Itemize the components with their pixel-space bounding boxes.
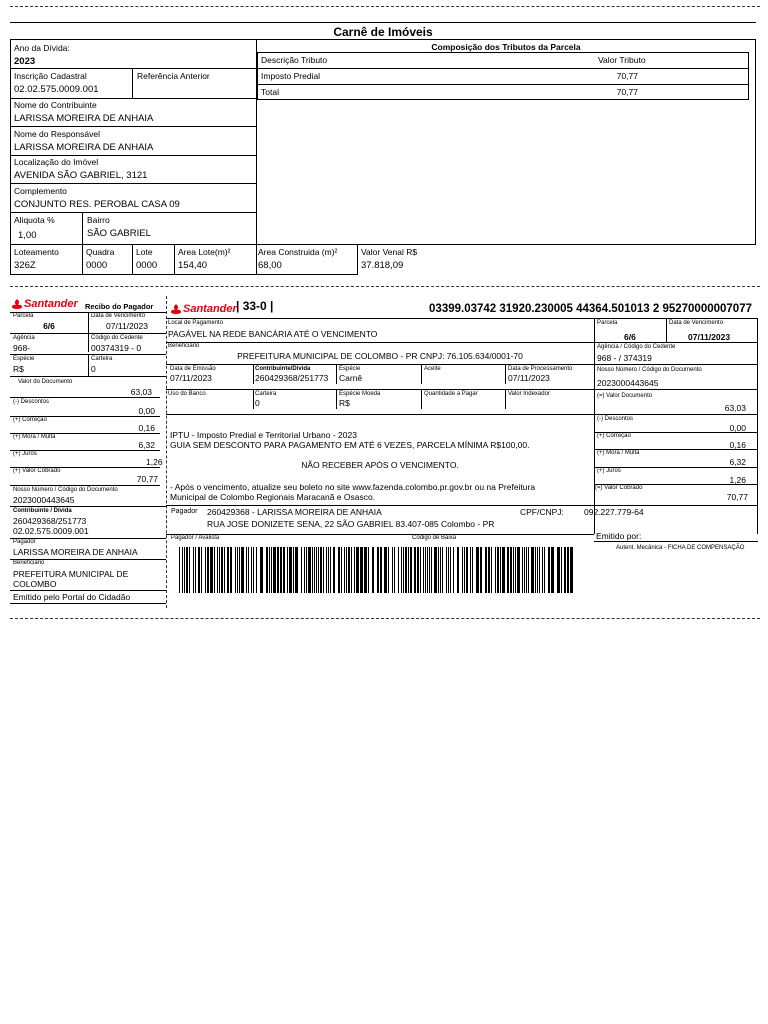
tributo-descricao: Imposto Predial xyxy=(261,71,321,81)
boleto-valor-doc-value: 63,03 xyxy=(724,403,746,413)
barcode-bar xyxy=(256,547,257,593)
inscricao-value: 02.02.575.0009.001 xyxy=(14,84,99,95)
barcode-bar xyxy=(348,547,350,593)
barcode-bar xyxy=(403,547,404,593)
barcode-bar xyxy=(524,547,525,593)
barcode-bar xyxy=(207,547,209,593)
recibo-especie-label: Espécie xyxy=(13,356,35,362)
barcode-bar xyxy=(248,547,249,593)
recibo-juros-value: 1,26 xyxy=(146,457,163,467)
recibo-contrib-value2: 02.02.575.0009.001 xyxy=(13,526,89,536)
linha-digitavel: 03399.03742 31920.230005 44364.501013 2 95270000007077 xyxy=(429,303,752,315)
barcode-bar xyxy=(405,547,407,593)
barcode-bar xyxy=(448,547,449,593)
especie-moeda-value: R$ xyxy=(339,398,350,408)
barcode-bar xyxy=(230,547,232,593)
recibo-contrib-label: Contribuinte / Dívida xyxy=(13,508,72,514)
barcode-bar xyxy=(453,547,454,593)
barcode-bar xyxy=(500,547,501,593)
barcode-bar xyxy=(457,547,459,593)
barcode-bar xyxy=(480,547,482,593)
barcode-bar xyxy=(328,547,329,593)
aliquota-value: 1,00 xyxy=(18,230,37,241)
barcode-bar xyxy=(189,547,190,593)
barcode-bar xyxy=(318,547,319,593)
instrucao-3: NÃO RECEBER APÓS O VENCIMENTO. xyxy=(301,460,459,470)
barcode-bar xyxy=(488,547,490,593)
barcode-bar xyxy=(446,547,447,593)
barcode-bar xyxy=(377,547,379,593)
instrucao-2: GUIA SEM DESCONTO PARA PAGAMENTO EM ATÉ 6 VEZES, PARCELA MÍNIMA R$100,00. xyxy=(170,440,530,450)
barcode-bar xyxy=(394,547,395,593)
contribuinte-value: LARISSA MOREIRA DE ANHAIA xyxy=(14,113,154,124)
santander-flame-icon xyxy=(12,299,22,309)
barcode-bar xyxy=(289,547,292,593)
boleto-cobrado-label: (=) Valor Cobrado xyxy=(595,485,643,491)
barcode-bar xyxy=(470,547,471,593)
boleto-descontos-label: (-) Descontos xyxy=(597,416,634,422)
recibo-cobrado-value: 70,77 xyxy=(136,474,158,484)
recibo-beneficiario-label: Beneficiário xyxy=(13,560,45,566)
aceite-label: Aceite xyxy=(424,366,441,372)
loteamento-value: 326Z xyxy=(14,260,36,271)
emitido-por: Emitido por: xyxy=(596,531,642,541)
complemento-label: Complemento xyxy=(14,186,67,196)
col-valor: Valor Tributo xyxy=(598,55,646,65)
area-lote-label: Area Lote(m)² xyxy=(178,247,231,257)
bank-name: Santander xyxy=(24,298,78,310)
barcode-bar xyxy=(388,547,389,593)
barcode-bar xyxy=(195,547,196,593)
boleto-bank-name: Santander xyxy=(183,303,237,315)
localizacao-value: AVENIDA SÃO GABRIEL, 3121 xyxy=(14,170,148,181)
processamento-label: Data de Processamento xyxy=(508,366,573,372)
loteamento-label: Loteamento xyxy=(14,247,59,257)
recibo-pagador-value: LARISSA MOREIRA DE ANHAIA xyxy=(13,547,138,557)
carne-section xyxy=(10,22,756,275)
boleto-agencia-value: 968 - / 374319 xyxy=(597,353,652,363)
barcode-bar xyxy=(450,547,451,593)
barcode-bar xyxy=(295,547,298,593)
recibo-carteira-label: Carteira xyxy=(91,356,113,362)
emissao-label: Data de Emissão xyxy=(170,366,216,372)
barcode-bar xyxy=(497,547,499,593)
barcode-bar xyxy=(320,547,322,593)
pagador-label: Pagador xyxy=(171,508,198,515)
recibo-juros-label: (+) Juros xyxy=(13,451,37,457)
recibo-contrib-value1: 260429368/251773 xyxy=(13,516,87,526)
barcode-bar xyxy=(354,547,355,593)
composicao-title: Composição dos Tributos da Parcela xyxy=(431,42,581,52)
barcode-bar xyxy=(561,547,562,593)
area-construida-label: Area Construida (m)² xyxy=(258,247,338,257)
pagador-line1: 260429368 - LARISSA MOREIRA DE ANHAIA xyxy=(207,507,382,517)
barcode-bar xyxy=(266,547,268,593)
recibo-nosso-value: 2023000443645 xyxy=(13,495,75,505)
especie-doc-value: Carnê xyxy=(339,373,363,383)
boleto-agencia-label: Agência / Código do Cedente xyxy=(597,344,676,350)
quantidade-label: Quantidade a Pagar xyxy=(424,391,478,397)
barcode-bar xyxy=(423,547,424,593)
bairro-value: SÃO GABRIEL xyxy=(87,228,151,239)
boleto-valor-doc-label: (=) Valor Documento xyxy=(597,393,653,399)
barcode-bar xyxy=(464,547,465,593)
quadra-value: 0000 xyxy=(86,260,108,271)
boleto-beneficiario-value: PREFEITURA MUNICIPAL DE COLOMBO - PR CNPJ: 76.105.634/0001-70 xyxy=(237,351,523,361)
instrucao-4: - Após o vencimento, atualize seu boleto no site www.fazenda.colombo.pr.gov.br ou na Prefeitura xyxy=(170,482,536,492)
barcode-bar xyxy=(410,547,412,593)
barcode-bar xyxy=(438,547,439,593)
barcode-bar xyxy=(535,547,536,593)
barcode-bar xyxy=(221,547,223,593)
boleto-beneficiario-label: Beneficiário xyxy=(168,343,200,349)
recibo-descontos-label: (-) Descontos xyxy=(13,399,50,405)
barcode-bar xyxy=(515,547,516,593)
barcode-bar xyxy=(260,547,263,593)
barcode-bar xyxy=(401,547,402,593)
recibo-cedente-value: 00374319 - 0 xyxy=(91,343,142,353)
barcode-bar xyxy=(380,547,382,593)
barcode-bar xyxy=(235,547,236,593)
barcode-bar xyxy=(246,547,247,593)
barcode-bar xyxy=(472,547,473,593)
recibo-nosso-label: Nosso Número / Código do Documento xyxy=(13,487,118,493)
boleto-parcela-label: Parcela xyxy=(597,320,618,326)
barcode-bar xyxy=(283,547,285,593)
barcode-bar xyxy=(513,547,514,593)
barcode-bar xyxy=(427,547,428,593)
barcode-bar xyxy=(304,547,305,593)
carne-title: Carnê de Imóveis xyxy=(333,25,433,39)
recibo-valor-doc-value: 63,03 xyxy=(130,387,152,397)
barcode-bar xyxy=(338,547,340,593)
barcode-bar xyxy=(184,547,185,593)
barcode-bar xyxy=(333,547,335,593)
barcode-bar xyxy=(217,547,218,593)
barcode-bar xyxy=(531,547,534,593)
barcode-bar xyxy=(564,547,566,593)
tributo-valor: 70,77 xyxy=(616,71,638,81)
especie-doc-label: Espécie xyxy=(339,366,361,372)
recibo-parcela-value: 6/6 xyxy=(43,321,55,331)
barcode-bar xyxy=(306,547,307,593)
barcode-bar xyxy=(182,547,183,593)
ano-value: 2023 xyxy=(14,56,36,67)
instrucao-5: Municipal de Colombo Regionais Maracanã e Osasco. xyxy=(170,492,376,502)
barcode-bar xyxy=(360,547,363,593)
barcode-bar xyxy=(193,547,194,593)
barcode-bar xyxy=(323,547,324,593)
barcode-bar xyxy=(522,547,523,593)
boleto-correcao-value: 0,16 xyxy=(729,440,746,450)
boleto-nosso-value: 2023000443645 xyxy=(597,378,659,388)
barcode-bar xyxy=(314,547,315,593)
cut-line-bottom xyxy=(10,618,760,619)
recibo-vencimento-label: Data de Vencimento xyxy=(91,313,146,319)
barcode-bar xyxy=(414,547,416,593)
recibo-parcela-label: Parcela xyxy=(13,313,34,319)
lote-value: 0000 xyxy=(136,260,158,271)
local-pagamento-value: PAGÁVEL NA REDE BANCÁRIA ATÉ O VENCIMENTO xyxy=(168,329,378,339)
barcode-bar xyxy=(408,547,409,593)
barcode-bar xyxy=(425,547,426,593)
recibo-correcao-label: (+) Correção xyxy=(13,417,47,423)
recibo-agencia-value: 968- xyxy=(13,343,31,353)
quadra-label: Quadra xyxy=(86,247,115,257)
responsavel-label: Nome do Responsável xyxy=(14,129,100,139)
barcode-bar xyxy=(517,547,520,593)
contribuinte-label: Nome do Contribuinte xyxy=(14,100,97,110)
col-descricao: Descrição Tributo xyxy=(261,55,328,65)
barcode-bar xyxy=(398,547,399,593)
boleto-santander-logo xyxy=(171,303,237,315)
barcode-bar xyxy=(528,547,529,593)
barcode-bar xyxy=(219,547,220,593)
barcode-bar xyxy=(440,547,441,593)
recibo-cedente-label: Código do Cedente xyxy=(91,335,143,341)
barcode-bar xyxy=(356,547,359,593)
boleto-descontos-value: 0,00 xyxy=(729,423,746,433)
bank-code: | 33-0 | xyxy=(236,299,274,313)
recibo-agencia-label: Agência xyxy=(13,335,35,341)
barcode xyxy=(179,547,574,593)
cut-line-top xyxy=(10,6,760,7)
boleto-parcela-value: 6/6 xyxy=(624,332,636,342)
barcode-bar xyxy=(384,547,387,593)
processamento-value: 07/11/2023 xyxy=(508,373,550,383)
barcode-bar xyxy=(364,547,367,593)
recibo-mora-label: (+) Mora / Multa xyxy=(13,434,56,440)
valor-indexador-label: Valor Indexador xyxy=(508,391,550,397)
boleto-section xyxy=(166,296,758,600)
tributos-table xyxy=(257,52,749,100)
barcode-bar xyxy=(502,547,505,593)
codigo-baixa-label: Código de Baixa xyxy=(412,535,457,541)
barcode-bar xyxy=(557,547,560,593)
barcode-bar xyxy=(251,547,252,593)
barcode-bar xyxy=(224,547,225,593)
barcode-bar xyxy=(466,547,468,593)
barcode-bar xyxy=(326,547,327,593)
barcode-bar xyxy=(201,547,202,593)
total-descricao: Total xyxy=(261,87,279,97)
barcode-bar xyxy=(417,547,419,593)
recibo-section xyxy=(10,296,166,608)
barcode-bar xyxy=(344,547,345,593)
boleto-cobrado-value: 70,77 xyxy=(726,492,748,502)
barcode-bar xyxy=(548,547,550,593)
area-construida-value: 68,00 xyxy=(258,260,282,271)
valor-venal-value: 37.818,09 xyxy=(361,260,404,271)
barcode-bar xyxy=(392,547,393,593)
barcode-bar xyxy=(429,547,430,593)
area-lote-value: 154,40 xyxy=(178,260,208,271)
boleto-vencimento-label: Data de Vencimento xyxy=(669,320,724,326)
barcode-bar xyxy=(301,547,302,593)
autenticacao: Autent. Mecânica - FICHA DE COMPENSAÇÃO xyxy=(616,545,745,551)
barcode-bar xyxy=(239,547,240,593)
barcode-bar xyxy=(431,547,432,593)
recibo-title: Recibo do Pagador xyxy=(85,302,154,311)
barcode-bar xyxy=(510,547,512,593)
boleto-carteira-label: Carteira xyxy=(255,391,277,397)
barcode-bar xyxy=(205,547,206,593)
barcode-bar xyxy=(271,547,272,593)
barcode-bar xyxy=(434,547,437,593)
barcode-bar xyxy=(227,547,229,593)
barcode-bar xyxy=(179,547,180,593)
total-valor: 70,77 xyxy=(616,87,638,97)
lote-label: Lote xyxy=(136,247,153,257)
boleto-carteira-value: 0 xyxy=(255,398,260,408)
barcode-bar xyxy=(316,547,317,593)
barcode-bar xyxy=(476,547,479,593)
recibo-vencimento-value: 07/11/2023 xyxy=(106,321,148,331)
boleto-correcao-label: (+) Correção xyxy=(597,433,631,439)
contrib-label: Contribuinte/Divida xyxy=(255,366,311,372)
barcode-bar xyxy=(372,547,374,593)
recibo-descontos-value: 0,00 xyxy=(138,406,155,416)
barcode-bar xyxy=(277,547,279,593)
barcode-bar xyxy=(280,547,282,593)
barcode-bar xyxy=(330,547,331,593)
uso-banco-label: Uso do Banco xyxy=(168,391,206,397)
barcode-bar xyxy=(485,547,487,593)
localizacao-label: Localização do Imóvel xyxy=(14,157,99,167)
barcode-bar xyxy=(507,547,509,593)
barcode-bar xyxy=(293,547,294,593)
cpf-label: CPF/CNPJ: xyxy=(520,507,564,517)
barcode-bar xyxy=(287,547,288,593)
barcode-bar xyxy=(308,547,311,593)
valor-venal-label: Valor Venal R$ xyxy=(361,247,418,257)
barcode-bar xyxy=(551,547,554,593)
recibo-carteira-value: 0 xyxy=(91,364,96,374)
barcode-bar xyxy=(442,547,443,593)
barcode-bar xyxy=(237,547,238,593)
barcode-bar xyxy=(186,547,188,593)
barcode-bar xyxy=(351,547,352,593)
barcode-bar xyxy=(368,547,369,593)
recibo-especie-value: R$ xyxy=(13,364,24,374)
cpf-value: 092.227.779-64 xyxy=(584,507,644,517)
instrucao-1: IPTU - Imposto Predial e Territorial Urbano - 2023 xyxy=(170,430,357,440)
responsavel-value: LARISSA MOREIRA DE ANHAIA xyxy=(14,142,154,153)
boleto-mora-value: 6,32 xyxy=(729,457,746,467)
ano-label: Ano da Dívida: xyxy=(14,43,70,53)
barcode-bar xyxy=(346,547,347,593)
local-pagamento-label: Local de Pagamento xyxy=(168,320,224,326)
recibo-cobrado-label: (+) Valor Cobrado xyxy=(13,468,61,474)
barcode-bar xyxy=(495,547,496,593)
barcode-bar xyxy=(462,547,463,593)
emissao-value: 07/11/2023 xyxy=(170,373,212,383)
barcode-bar xyxy=(420,547,421,593)
avalista-label: Pagador / Avalista xyxy=(171,535,220,541)
barcode-bar xyxy=(210,547,213,593)
barcode-bar xyxy=(198,547,200,593)
cut-line-middle xyxy=(10,286,760,287)
especie-moeda-label: Espécie Moeda xyxy=(339,391,381,397)
barcode-bar xyxy=(269,547,270,593)
recibo-correcao-value: 0,16 xyxy=(138,423,155,433)
barcode-bar xyxy=(491,547,492,593)
recibo-pagador-label: Pagador xyxy=(13,539,36,545)
recibo-valor-doc-label: Valor do Documento xyxy=(18,379,73,385)
boleto-mora-label: (+) Mora / Multa xyxy=(597,450,640,456)
barcode-bar xyxy=(273,547,276,593)
barcode-bar xyxy=(241,547,244,593)
barcode-bar xyxy=(312,547,313,593)
barcode-bar xyxy=(526,547,527,593)
recibo-beneficiario-value2: COLOMBO xyxy=(13,579,57,589)
santander-logo xyxy=(12,298,78,310)
recibo-emitido: Emitido pelo Portal do Cidadão xyxy=(13,592,131,602)
inscricao-label: Inscrição Cadastral xyxy=(14,71,87,81)
recibo-beneficiario-value1: PREFEITURA MUNICIPAL DE xyxy=(13,569,129,579)
barcode-bar xyxy=(537,547,538,593)
barcode-bar xyxy=(539,547,540,593)
boleto-juros-value: 1,26 xyxy=(729,475,746,485)
recibo-mora-value: 6,32 xyxy=(138,440,155,450)
barcode-bar xyxy=(567,547,569,593)
referencia-label: Referência Anterior xyxy=(137,71,210,81)
bairro-label: Bairro xyxy=(87,215,110,225)
pagador-line2: RUA JOSE DONIZETE SENA, 22 SÃO GABRIEL 83.407-085 Colombo - PR xyxy=(207,519,495,529)
contrib-value: 260429368/251773 xyxy=(255,373,329,383)
barcode-bar xyxy=(214,547,215,593)
boleto-juros-label: (+) Juros xyxy=(597,468,621,474)
barcode-bar xyxy=(570,547,573,593)
aliquota-label: Aliquota % xyxy=(14,215,55,225)
barcode-bar xyxy=(341,547,342,593)
barcode-bar xyxy=(253,547,254,593)
complemento-value: CONJUNTO RES. PEROBAL CASA 09 xyxy=(14,199,180,210)
barcode-bar xyxy=(544,547,545,593)
boleto-vencimento-value: 07/11/2023 xyxy=(688,332,731,342)
santander-flame-icon xyxy=(171,304,181,314)
boleto-nosso-label: Nosso Número / Código do Documento xyxy=(597,367,702,373)
barcode-bar xyxy=(542,547,543,593)
